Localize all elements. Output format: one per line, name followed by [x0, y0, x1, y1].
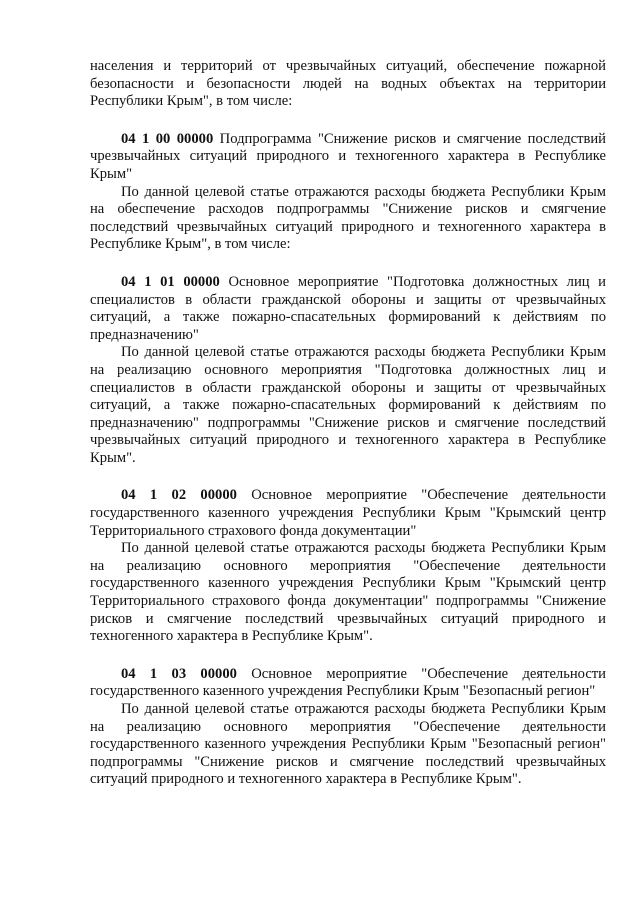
budget-code: 04 1 00 00000: [121, 130, 214, 147]
section-heading: [90, 274, 606, 344]
intro-paragraph: населения и территорий от чрезвычайных ситуаций, обеспечение пожарной безопасности и безопасности людей на водных объектах на территории Республики Крым", в том числе:: [90, 58, 606, 110]
section-title: Основное мероприятие "Обеспечение деятельности государственного казенного учреждения Республики Крым "Безопасный регион": [90, 665, 606, 700]
section-title: Подпрограмма "Снижение рисков и смягчение последствий чрезвычайных ситуаций природного и техногенного характера в Республике Крым": [90, 130, 606, 182]
paragraph-gap: [90, 254, 606, 274]
budget-code: 04 1 01 00000: [121, 273, 220, 290]
section-description: По данной целевой статье отражаются расходы бюджета Республики Крым на реализацию основного мероприятия "Обеспечение деятельности государственного казенного учреждения Республики Крым "Крымский центр Территориального страхового фонда документации" подпрограммы "Снижение рисков и смягчение последствий чрезвычайных ситуаций природного и техногенного характера в Республике Крым".: [90, 540, 606, 645]
section-description: По данной целевой статье отражаются расходы бюджета Республики Крым на реализацию основного мероприятия "Обеспечение деятельности государственного казенного учреждения Республики Крым "Безопасный регион" подпрограммы "Снижение рисков и смягчение последствий чрезвычайных ситуаций природного и техногенного характера в Республике Крым".: [90, 701, 606, 788]
section-heading: [90, 487, 606, 540]
section-title: Основное мероприятие "Подготовка должностных лиц и специалистов в области гражданской обороны и защиты от чрезвычайных ситуаций, а также пожарно-спасательных формирований к действиям по предназначению": [90, 273, 606, 343]
paragraph-gap: [90, 467, 606, 487]
budget-code: 04 1 03 00000: [121, 665, 237, 682]
paragraph-gap: [90, 646, 606, 666]
section-title: Основное мероприятие "Обеспечение деятельности государственного казенного учреждения Республики Крым "Крымский центр Территориального страхового фонда документации": [90, 487, 606, 539]
budget-code: 04 1 02 00000: [121, 487, 237, 504]
section-description: По данной целевой статье отражаются расходы бюджета Республики Крым на реализацию основного мероприятия "Подготовка должностных лиц и специалистов в области гражданской обороны и защиты от чрезвычайных ситуаций, а также пожарно-спасательных формирований к действиям по предназначению" подпрограммы "Снижение рисков и смягчение последствий чрезвычайных ситуаций природного и техногенного характера в Республике Крым".: [90, 344, 606, 466]
paragraph-gap: [90, 111, 606, 131]
section-heading: [90, 666, 606, 701]
section-heading: [90, 131, 606, 184]
section-description: По данной целевой статье отражаются расходы бюджета Республики Крым на обеспечение расходов подпрограммы "Снижение рисков и смягчение последствий чрезвычайных ситуаций природного и техногенного характера в Республике Крым", в том числе:: [90, 183, 606, 253]
document-page: [90, 58, 606, 789]
